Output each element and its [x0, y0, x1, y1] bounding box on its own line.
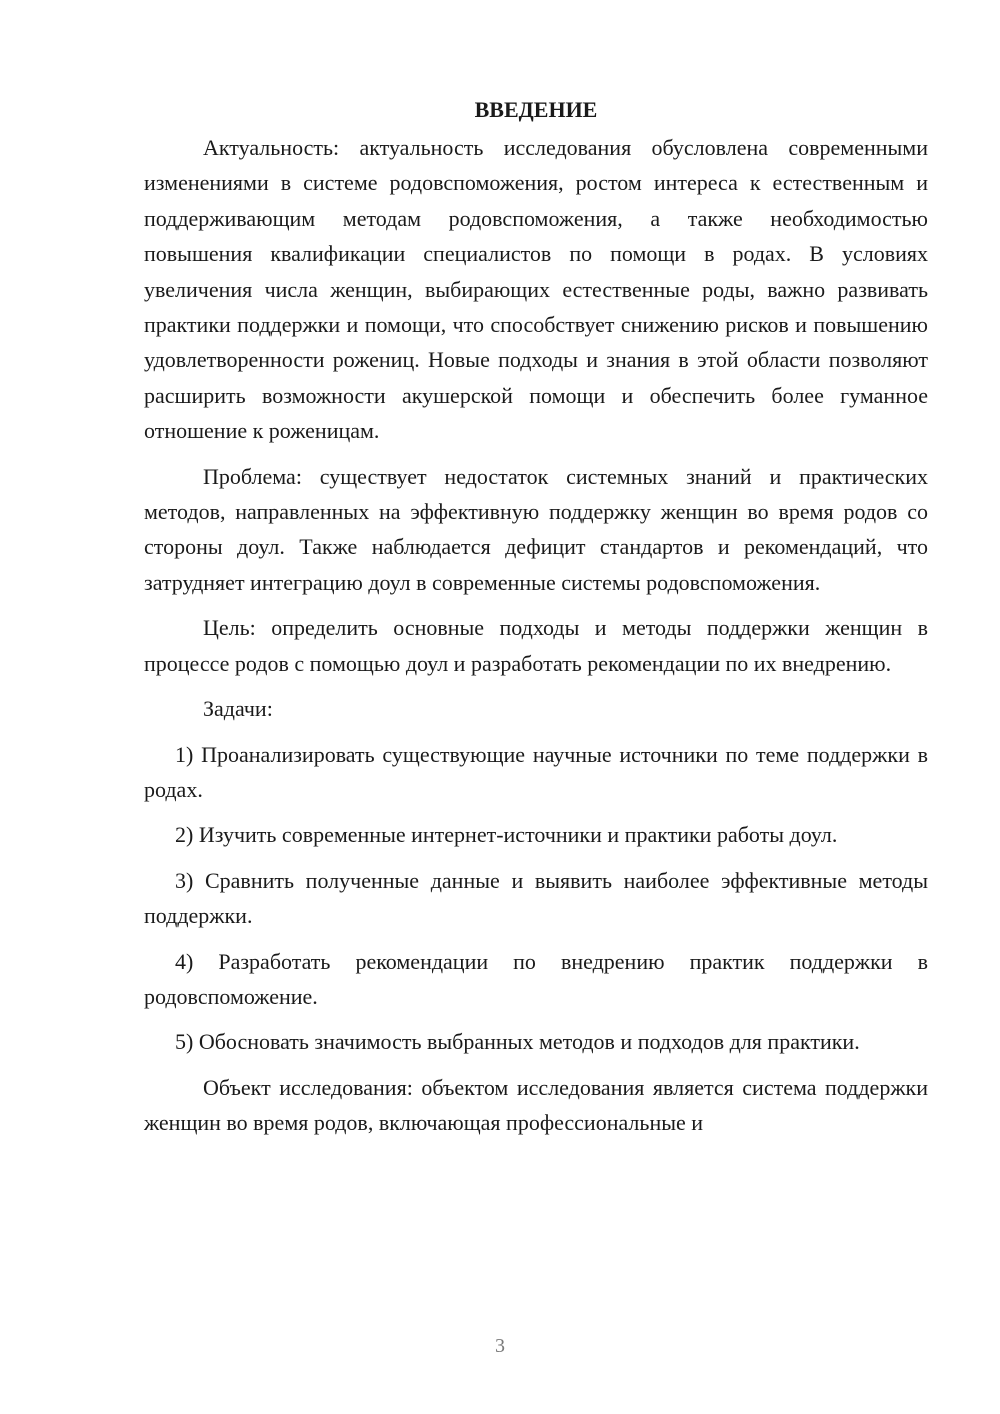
- tasks-label: Задачи:: [203, 696, 273, 722]
- document-page: [144, 92, 928, 1151]
- list-item: 5) Обосновать значимость выбранных методов и подходов для практики.: [175, 1029, 860, 1055]
- paragraph-relevance: Актуальность: актуальность исследования обусловлена современными изменениями в системе родовспоможения, ростом интереса к естественным и поддерживающим методам родовспоможения, а также необходимостью повышения квалификации специалистов по помощи в родах. В условиях увеличения числа женщин, выбирающих естественные роды, важно развивать практики поддержки и помощи, что способствует снижению рисков и повышению удовлетворенности рожениц. Новые подходы и знания в этой области позволяют расширить возможности акушерской помощи и обеспечить более гуманное отношение к роженицам.: [144, 135, 928, 444]
- list-item: 3) Сравнить полученные данные и выявить наиболее эффективные методы поддержки.: [144, 867, 928, 929]
- page-title: ВВЕДЕНИЕ: [474, 97, 598, 122]
- paragraph-object: Объект исследования: объектом исследования является система поддержки женщин во время родов, включающая профессиональные и: [144, 1074, 928, 1136]
- list-item: 1) Проанализировать существующие научные источники по теме поддержки в родах.: [144, 741, 928, 802]
- paragraph-problem: Проблема: существует недостаток системных знаний и практических методов, направленных на эффективную поддержку женщин во время родов со стороны доул. Также наблюдается дефицит стандартов и рекомендаций, что затрудняет интеграцию доул в современные системы родовспоможения.: [144, 463, 928, 595]
- paragraph-goal: Цель: определить основные подходы и методы поддержки женщин в процессе родов с помощью доул и разработать рекомендации по их внедрению.: [144, 615, 928, 676]
- tasks-list: [144, 737, 928, 1060]
- page-number: 3: [495, 1335, 505, 1357]
- list-item: 2) Изучить современные интернет-источники и практики работы доул.: [175, 822, 838, 848]
- list-item: 4) Разработать рекомендации по внедрению практик поддержки в родовспоможение.: [144, 948, 928, 1009]
